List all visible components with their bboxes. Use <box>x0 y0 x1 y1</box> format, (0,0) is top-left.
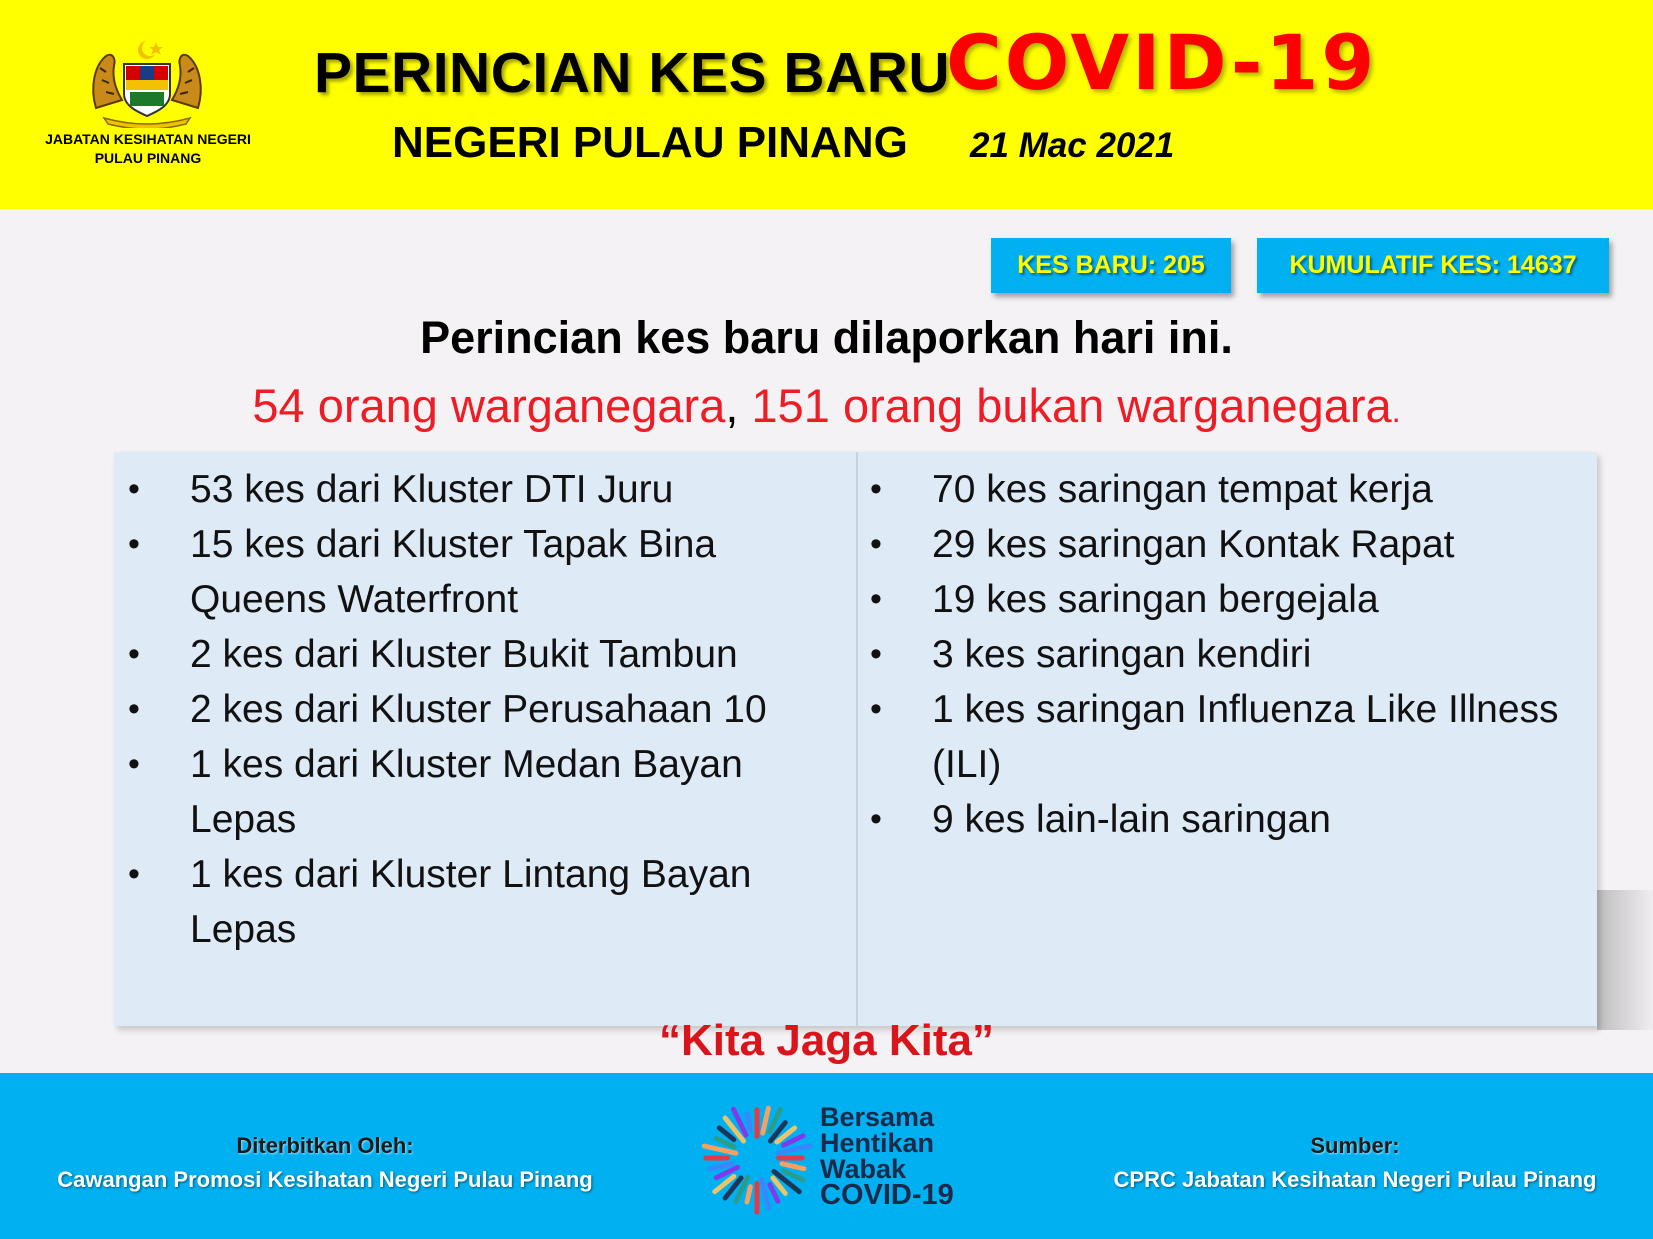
panel-drop-shadow <box>1597 890 1653 1030</box>
slogan: “Kita Jaga Kita” <box>659 1016 994 1065</box>
agency-name-line1: JABATAN KESIHATAN NEGERI <box>45 131 251 147</box>
list-item: • 1 kes dari Kluster Medan Bayan Lepas <box>128 737 838 847</box>
publisher-name: Cawangan Promosi Kesihatan Negeri Pulau Pinang <box>57 1167 593 1192</box>
cumulative-cases-badge: KUMULATIF KES: 14637 <box>1257 238 1609 293</box>
page-subtitle: NEGERI PULAU PINANG <box>392 118 908 167</box>
sunburst-ray <box>710 1164 732 1169</box>
sunburst-ray <box>747 1187 750 1202</box>
campaign-line2: Hentikan <box>820 1128 935 1158</box>
sunburst-ray <box>782 1164 804 1169</box>
source-name: CPRC Jabatan Kesihatan Negeri Pulau Pinang <box>1113 1167 1597 1192</box>
footer-bar <box>0 1073 1653 1239</box>
list-item: • 53 kes dari Kluster DTI Juru <box>128 462 838 517</box>
publisher-label: Diterbitkan Oleh: <box>236 1133 414 1158</box>
summary-end-dot: . <box>1391 393 1401 429</box>
report-date: 21 Mac 2021 <box>970 126 1175 165</box>
coat-of-arms-icon <box>86 38 208 128</box>
list-item: • 2 kes dari Kluster Bukit Tambun <box>128 627 838 682</box>
list-item: • 70 kes saringan tempat kerja <box>870 462 1590 517</box>
campaign-line3: Wabak <box>820 1154 907 1184</box>
list-item: • 1 kes dari Kluster Lintang Bayan Lepas <box>128 847 838 957</box>
summary-breakdown <box>0 378 1653 433</box>
sunburst-ray <box>763 1108 769 1133</box>
screening-list <box>870 462 1590 847</box>
list-item: • 1 kes saringan Influenza Like Illness (ILI) <box>870 682 1590 792</box>
summary-headline: Perincian kes baru dilaporkan hari ini. <box>420 312 1233 363</box>
list-item: • 3 kes saringan kendiri <box>870 627 1590 682</box>
page-title: PERINCIAN KES BARU <box>314 41 951 105</box>
list-item: • 9 kes lain-lain saringan <box>870 792 1590 847</box>
sunburst-logo-icon <box>698 1099 816 1217</box>
sunburst-ray <box>762 1179 769 1208</box>
campaign-line4: COVID-19 <box>820 1179 954 1211</box>
list-item: • 19 kes saringan bergejala <box>870 572 1590 627</box>
source-label: Sumber: <box>1310 1133 1400 1158</box>
column-divider <box>856 452 858 1026</box>
summary-separator: , <box>725 379 739 432</box>
sunburst-ray <box>770 1185 778 1202</box>
agency-name <box>22 130 274 168</box>
header-banner <box>0 0 1653 209</box>
sunburst-ray <box>747 1114 750 1129</box>
list-item: • 15 kes dari Kluster Tapak Bina Queens Waterfront <box>128 517 838 627</box>
list-item: • 29 kes saringan Kontak Rapat <box>870 517 1590 572</box>
list-item: • 2 kes dari Kluster Perusahaan 10 <box>128 682 838 737</box>
case-details-panel <box>114 452 1597 1026</box>
campaign-logo-text <box>820 1102 954 1211</box>
title-highlight: COVID-19 <box>946 18 1378 107</box>
campaign-line1: Bersama <box>820 1102 935 1132</box>
non-citizens-count: 151 orang bukan warganegara <box>751 379 1392 432</box>
agency-name-line2: PULAU PINANG <box>94 150 202 166</box>
new-cases-badge: KES BARU: 205 <box>991 238 1231 293</box>
citizens-count: 54 orang warganegara <box>252 379 726 432</box>
cluster-list <box>128 462 838 957</box>
